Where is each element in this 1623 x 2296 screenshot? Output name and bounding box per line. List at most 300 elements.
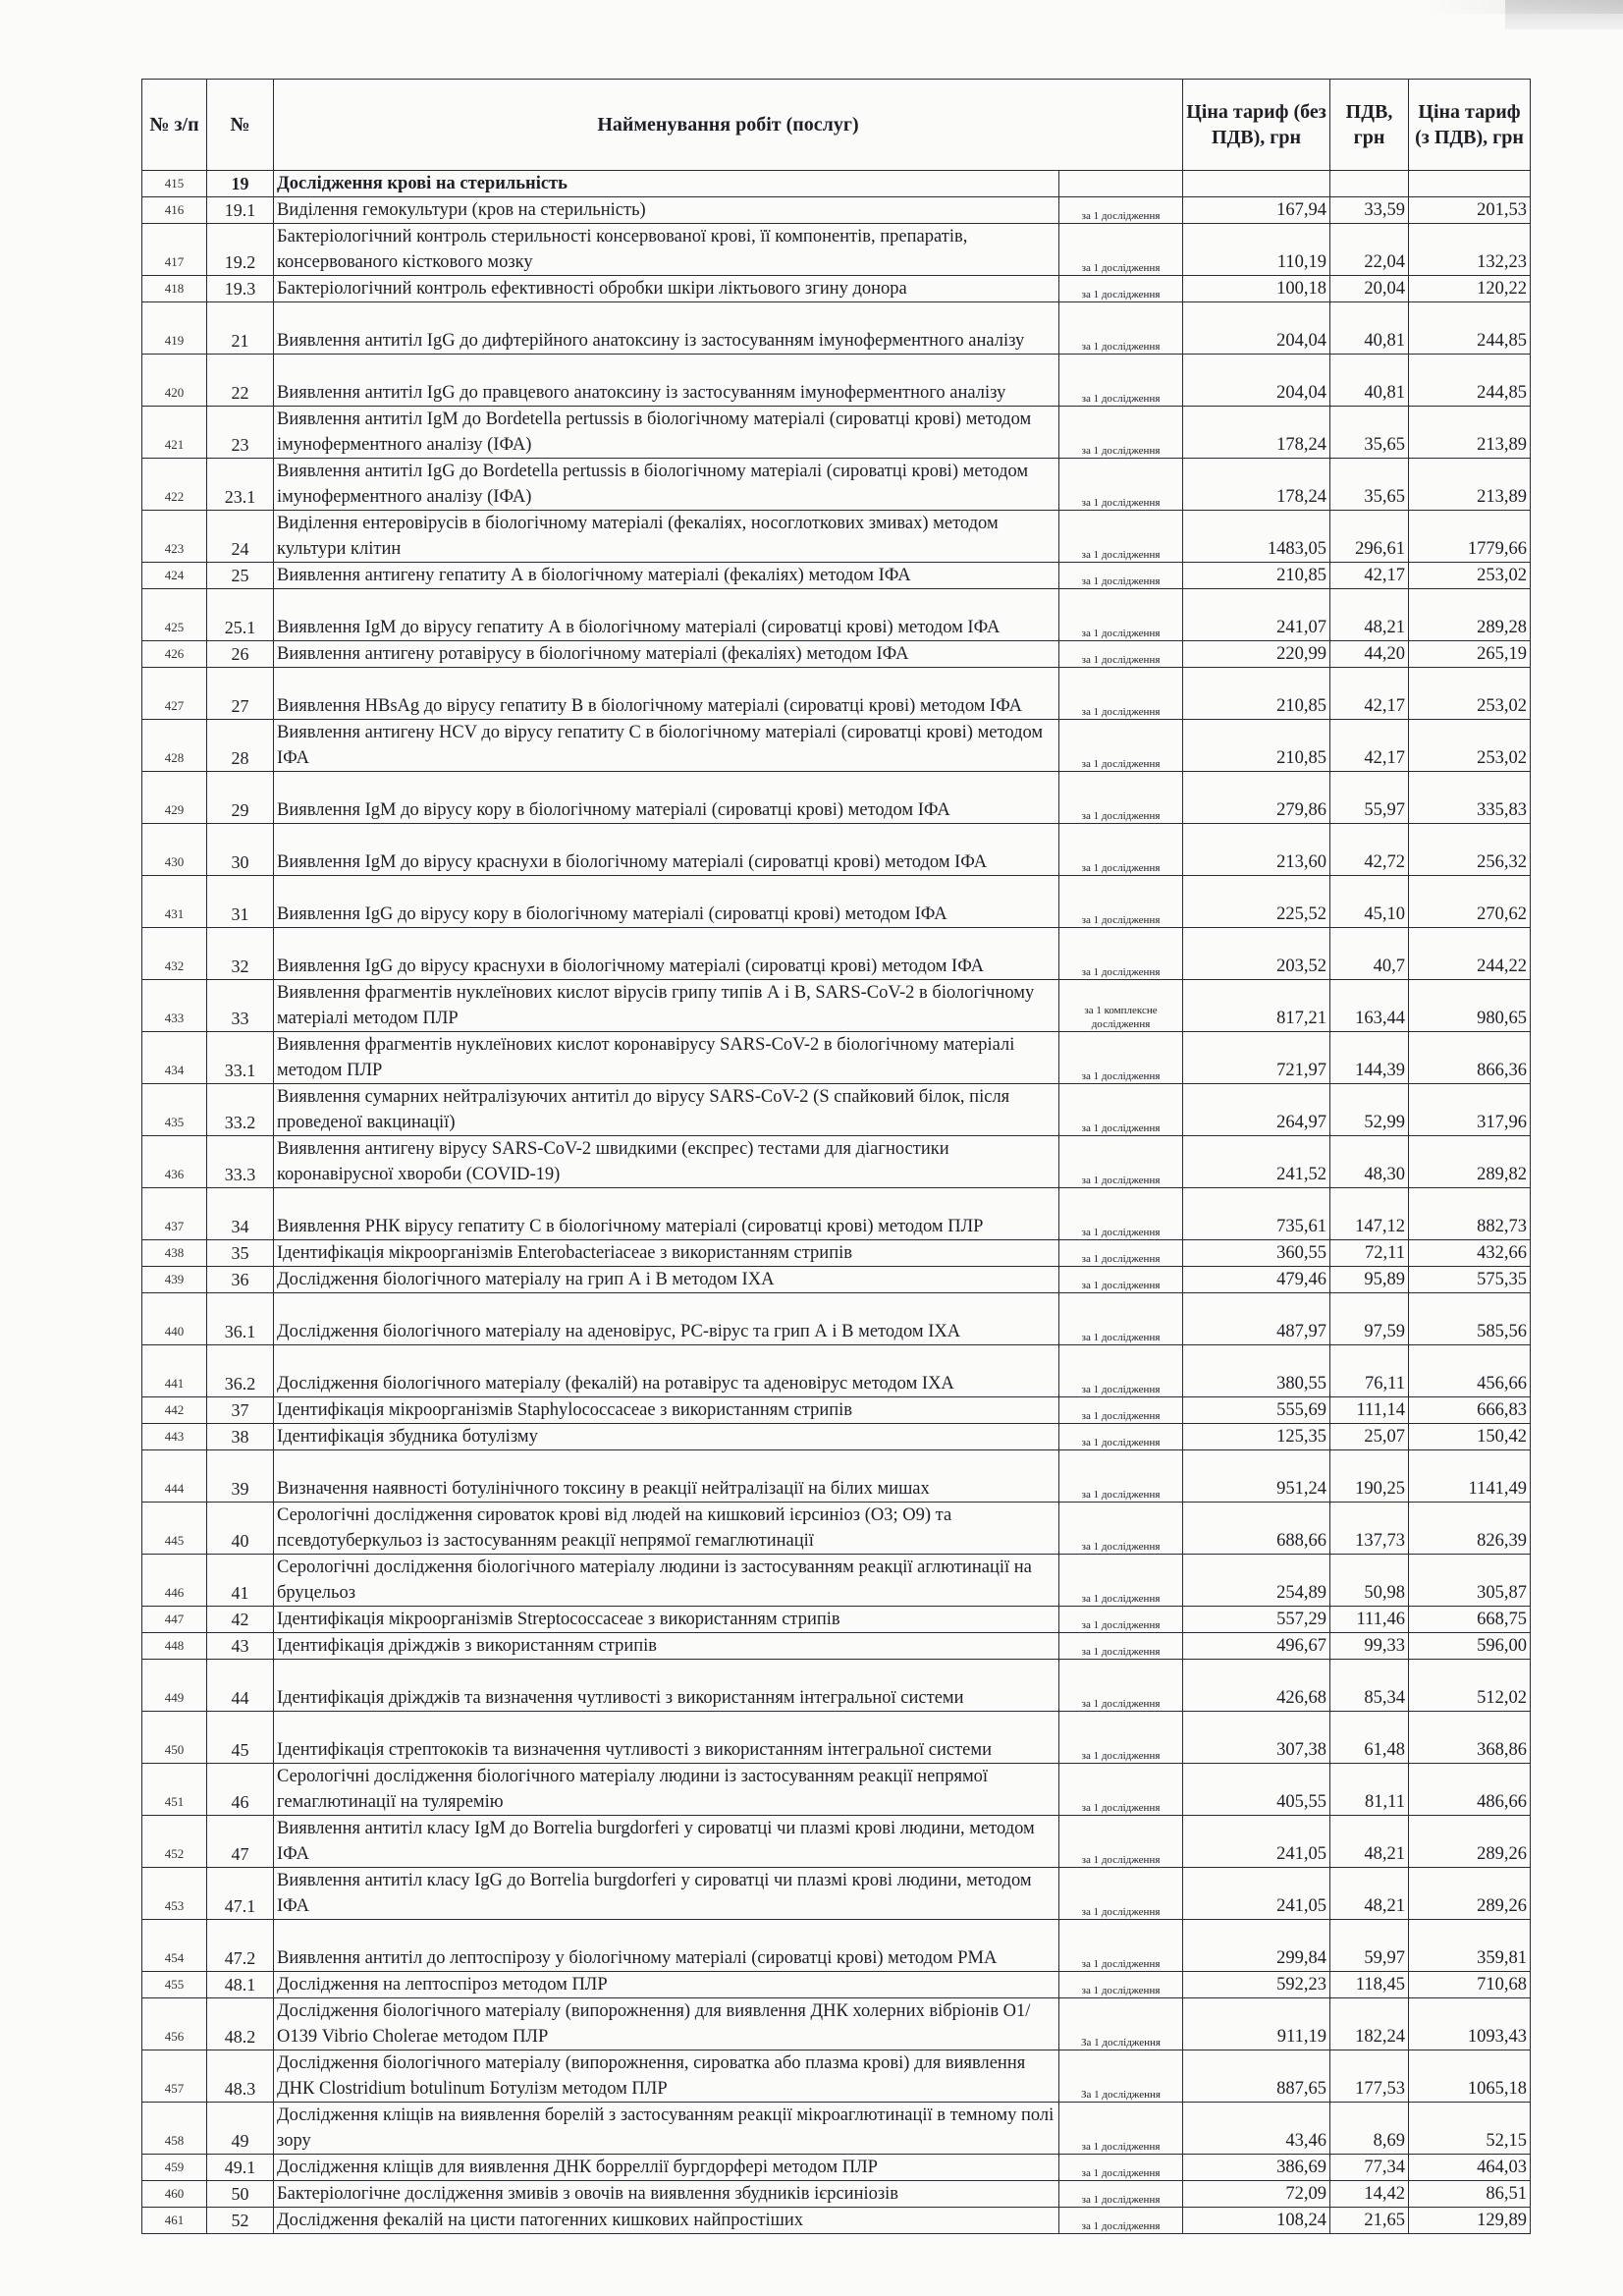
row-service-name: Виявлення IgM до вірусу гепатиту А в біологічному матеріалі (сироватці крові) методом ІФА	[274, 589, 1059, 641]
row-vat: 33,59	[1330, 197, 1409, 224]
row-service-name: Виділення ентеровірусів в біологічному матеріалі (фекаліях, носоглоткових змивах) методом культури клітин	[274, 511, 1059, 563]
row-price-with-vat: 256,32	[1409, 824, 1531, 876]
table-row	[142, 2050, 1531, 2103]
table-row	[142, 641, 1531, 668]
row-price-without-vat: 487,97	[1183, 1293, 1330, 1345]
table-row	[142, 171, 1531, 197]
row-unit: за 1 дослідження	[1059, 1972, 1183, 1998]
row-unit: За 1 дослідження	[1059, 1998, 1183, 2050]
table-row	[142, 224, 1531, 276]
row-service-name: Бактеріологічний контроль ефективності обробки шкіри ліктьового згину донора	[274, 276, 1059, 302]
row-price-with-vat: 213,89	[1409, 459, 1531, 511]
row-price-without-vat: 167,94	[1183, 197, 1330, 224]
table-row	[142, 276, 1531, 302]
row-code: 19	[207, 171, 274, 197]
row-price-with-vat: 668,75	[1409, 1607, 1531, 1633]
row-service-name: Виявлення HBsAg до вірусу гепатиту В в біологічному матеріалі (сироватці крові) методом ІФА	[274, 668, 1059, 720]
table-row	[142, 1816, 1531, 1868]
row-service-name: Виявлення антитіл класу IgM до Borrelia burgdorferi у сироватці чи плазмі крові людини, методом ІФА	[274, 1816, 1059, 1868]
row-code: 35	[207, 1240, 274, 1267]
row-price-with-vat: 52,15	[1409, 2103, 1531, 2155]
row-price-without-vat: 241,52	[1183, 1136, 1330, 1188]
table-row	[142, 772, 1531, 824]
row-number: 422	[142, 459, 207, 511]
row-vat: 177,53	[1330, 2050, 1409, 2103]
row-number: 440	[142, 1293, 207, 1345]
row-vat: 163,44	[1330, 980, 1409, 1032]
row-number: 460	[142, 2181, 207, 2208]
row-price-with-vat: 666,83	[1409, 1397, 1531, 1424]
table-row	[142, 1450, 1531, 1503]
table-row	[142, 355, 1531, 407]
row-price-with-vat: 244,85	[1409, 302, 1531, 355]
table-row	[142, 824, 1531, 876]
table-row	[142, 2155, 1531, 2181]
table-row	[142, 1293, 1531, 1345]
row-unit: за 1 дослідження	[1059, 459, 1183, 511]
row-unit: за 1 дослідження	[1059, 1920, 1183, 1972]
row-price-without-vat	[1183, 171, 1330, 197]
row-vat: 182,24	[1330, 1998, 1409, 2050]
row-code: 44	[207, 1660, 274, 1712]
row-price-without-vat: 386,69	[1183, 2155, 1330, 2181]
row-unit: за 1 дослідження	[1059, 928, 1183, 980]
table-row	[142, 563, 1531, 589]
row-service-name: Виявлення РНК вірусу гепатиту С в біологічному матеріалі (сироватці крові) методом ПЛР	[274, 1188, 1059, 1240]
row-price-without-vat: 108,24	[1183, 2208, 1330, 2234]
table-row	[142, 1503, 1531, 1555]
row-price-with-vat: 317,96	[1409, 1084, 1531, 1136]
row-service-name: Дослідження біологічного матеріалу (випорожнення) для виявлення ДНК холерних вібріонів О1/О139 Vibrio Cholerae методом ПЛР	[274, 1998, 1059, 2050]
row-service-name: Виявлення антигену HCV до вірусу гепатиту С в біологічному матеріалі (сироватці крові) методом ІФА	[274, 720, 1059, 772]
row-unit: за 1 дослідження	[1059, 407, 1183, 459]
row-service-name: Виявлення антитіл IgG до дифтерійного анатоксину із застосуванням імуноферментного аналізу	[274, 302, 1059, 355]
row-number: 428	[142, 720, 207, 772]
row-price-with-vat: 464,03	[1409, 2155, 1531, 2181]
row-price-without-vat: 496,67	[1183, 1633, 1330, 1660]
row-price-without-vat: 360,55	[1183, 1240, 1330, 1267]
row-code: 37	[207, 1397, 274, 1424]
row-vat: 81,11	[1330, 1764, 1409, 1816]
row-number: 456	[142, 1998, 207, 2050]
row-code: 42	[207, 1607, 274, 1633]
row-code: 52	[207, 2208, 274, 2234]
row-price-with-vat: 335,83	[1409, 772, 1531, 824]
row-service-name: Дослідження біологічного матеріалу (випорожнення, сироватка або плазма крові) для виявлення ДНК Clostridium botulinum Ботулізм методом ПЛР	[274, 2050, 1059, 2103]
row-price-without-vat: 204,04	[1183, 355, 1330, 407]
row-code: 47.1	[207, 1868, 274, 1920]
row-unit: за 1 дослідження	[1059, 197, 1183, 224]
row-price-without-vat: 220,99	[1183, 641, 1330, 668]
row-vat: 48,21	[1330, 1868, 1409, 1920]
row-unit	[1059, 171, 1183, 197]
row-vat: 35,65	[1330, 407, 1409, 459]
table-row	[142, 407, 1531, 459]
row-code: 29	[207, 772, 274, 824]
table-row	[142, 302, 1531, 355]
row-price-without-vat: 72,09	[1183, 2181, 1330, 2208]
row-service-name: Виявлення антитіл IgG до Bordetella pertussis в біологічному матеріалі (сироватці крові) методом імуноферментного аналізу (ІФА)	[274, 459, 1059, 511]
row-code: 23	[207, 407, 274, 459]
row-number: 437	[142, 1188, 207, 1240]
row-unit: за 1 дослідження	[1059, 589, 1183, 641]
row-vat: 59,97	[1330, 1920, 1409, 1972]
row-price-with-vat: 710,68	[1409, 1972, 1531, 1998]
row-code: 19.2	[207, 224, 274, 276]
row-vat: 35,65	[1330, 459, 1409, 511]
row-unit: за 1 комплексне дослідження	[1059, 980, 1183, 1032]
row-price-without-vat: 204,04	[1183, 302, 1330, 355]
table-row	[142, 1345, 1531, 1397]
row-number: 454	[142, 1920, 207, 1972]
row-vat: 137,73	[1330, 1503, 1409, 1555]
row-code: 34	[207, 1188, 274, 1240]
row-vat: 48,21	[1330, 589, 1409, 641]
row-price-without-vat: 241,07	[1183, 589, 1330, 641]
row-code: 45	[207, 1712, 274, 1764]
row-service-name: Ідентифікація дріжджів та визначення чутливості з використанням інтегральної системи	[274, 1660, 1059, 1712]
row-price-with-vat: 882,73	[1409, 1188, 1531, 1240]
row-unit: за 1 дослідження	[1059, 641, 1183, 668]
row-price-without-vat: 241,05	[1183, 1816, 1330, 1868]
table-row	[142, 1607, 1531, 1633]
row-code: 26	[207, 641, 274, 668]
row-vat: 40,81	[1330, 302, 1409, 355]
row-service-name: Ідентифікація мікроорганізмів Staphylocoссaceae з використанням стрипів	[274, 1397, 1059, 1424]
row-price-without-vat: 911,19	[1183, 1998, 1330, 2050]
row-code: 36.1	[207, 1293, 274, 1345]
row-vat: 40,81	[1330, 355, 1409, 407]
table-row	[142, 1868, 1531, 1920]
row-code: 48.3	[207, 2050, 274, 2103]
row-price-without-vat: 279,86	[1183, 772, 1330, 824]
row-price-without-vat: 43,46	[1183, 2103, 1330, 2155]
table-row	[142, 1998, 1531, 2050]
row-service-name: Виявлення антигену вірусу SARS-CoV-2 швидкими (експрес) тестами для діагностики коронавірусної хвороби (COVID-19)	[274, 1136, 1059, 1188]
row-vat	[1330, 171, 1409, 197]
row-service-name: Серологічні дослідження біологічного матеріалу людини із застосуванням реакції аглютинації на бруцельоз	[274, 1555, 1059, 1607]
row-code: 41	[207, 1555, 274, 1607]
row-price-with-vat: 270,62	[1409, 876, 1531, 928]
row-price-without-vat: 1483,05	[1183, 511, 1330, 563]
row-price-without-vat: 307,38	[1183, 1712, 1330, 1764]
row-service-name: Дослідження на лептоспіроз методом ПЛР	[274, 1972, 1059, 1998]
row-vat: 55,97	[1330, 772, 1409, 824]
row-unit: за 1 дослідження	[1059, 772, 1183, 824]
row-price-with-vat: 575,35	[1409, 1267, 1531, 1293]
row-vat: 22,04	[1330, 224, 1409, 276]
row-price-without-vat: 241,05	[1183, 1868, 1330, 1920]
row-code: 49.1	[207, 2155, 274, 2181]
row-number: 430	[142, 824, 207, 876]
row-price-with-vat: 289,26	[1409, 1868, 1531, 1920]
row-price-with-vat: 244,22	[1409, 928, 1531, 980]
row-service-name: Серологічні дослідження сироваток крові від людей на кишковий ієрсиніоз (О3; О9) та псевдотуберкульоз із застосуванням реакції непрямої гемаглютинації	[274, 1503, 1059, 1555]
table-row	[142, 876, 1531, 928]
row-code: 33	[207, 980, 274, 1032]
row-code: 30	[207, 824, 274, 876]
row-number: 439	[142, 1267, 207, 1293]
row-number: 423	[142, 511, 207, 563]
table-row	[142, 1084, 1531, 1136]
row-vat: 77,34	[1330, 2155, 1409, 2181]
row-unit: за 1 дослідження	[1059, 1084, 1183, 1136]
row-unit: за 1 дослідження	[1059, 1267, 1183, 1293]
row-price-without-vat: 479,46	[1183, 1267, 1330, 1293]
row-price-with-vat: 359,81	[1409, 1920, 1531, 1972]
row-unit: за 1 дослідження	[1059, 563, 1183, 589]
row-code: 19.1	[207, 197, 274, 224]
row-number: 426	[142, 641, 207, 668]
row-service-name: Виявлення антигену ротавірусу в біологічному матеріалі (фекаліях) методом ІФА	[274, 641, 1059, 668]
row-price-without-vat: 210,85	[1183, 563, 1330, 589]
table-row	[142, 2103, 1531, 2155]
row-price-with-vat: 596,00	[1409, 1633, 1531, 1660]
row-service-name: Виявлення IgG до вірусу кору в біологічному матеріалі (сироватці крові) методом ІФА	[274, 876, 1059, 928]
header-row-number: № з/п	[142, 80, 207, 171]
row-service-name: Ідентифікація мікроорганізмів Streptococcaceae з використанням стрипів	[274, 1607, 1059, 1633]
row-vat: 42,17	[1330, 668, 1409, 720]
row-price-without-vat: 110,19	[1183, 224, 1330, 276]
row-unit: за 1 дослідження	[1059, 1660, 1183, 1712]
row-code: 23.1	[207, 459, 274, 511]
row-vat: 50,98	[1330, 1555, 1409, 1607]
row-service-name: Ідентифікація мікроорганізмів Enterobacteriaceae з використанням стрипів	[274, 1240, 1059, 1267]
row-price-with-vat	[1409, 171, 1531, 197]
row-number: 432	[142, 928, 207, 980]
row-service-name: Дослідження біологічного матеріалу (фекалій) на ротавірус та аденовірус методом ІХА	[274, 1345, 1059, 1397]
row-price-with-vat: 289,26	[1409, 1816, 1531, 1868]
row-price-with-vat: 866,36	[1409, 1032, 1531, 1084]
row-price-without-vat: 125,35	[1183, 1424, 1330, 1450]
row-vat: 99,33	[1330, 1633, 1409, 1660]
row-code: 33.1	[207, 1032, 274, 1084]
row-price-with-vat: 265,19	[1409, 641, 1531, 668]
row-unit: за 1 дослідження	[1059, 276, 1183, 302]
row-unit: за 1 дослідження	[1059, 1868, 1183, 1920]
row-vat: 20,04	[1330, 276, 1409, 302]
row-price-without-vat: 225,52	[1183, 876, 1330, 928]
table-row	[142, 1972, 1531, 1998]
header-code: №	[207, 80, 274, 171]
row-code: 24	[207, 511, 274, 563]
row-price-without-vat: 405,55	[1183, 1764, 1330, 1816]
row-price-with-vat: 213,89	[1409, 407, 1531, 459]
row-code: 31	[207, 876, 274, 928]
row-service-name: Дослідження біологічного матеріалу на грип А і В методом ІХА	[274, 1267, 1059, 1293]
row-number: 435	[142, 1084, 207, 1136]
row-unit: за 1 дослідження	[1059, 1764, 1183, 1816]
row-code: 48.1	[207, 1972, 274, 1998]
row-number: 419	[142, 302, 207, 355]
row-vat: 42,72	[1330, 824, 1409, 876]
row-number: 436	[142, 1136, 207, 1188]
row-unit: за 1 дослідження	[1059, 1503, 1183, 1555]
row-vat: 111,14	[1330, 1397, 1409, 1424]
row-number: 447	[142, 1607, 207, 1633]
table-row	[142, 1032, 1531, 1084]
row-vat: 190,25	[1330, 1450, 1409, 1503]
row-number: 441	[142, 1345, 207, 1397]
scan-edge-shadow	[1424, 0, 1623, 14]
row-price-without-vat: 557,29	[1183, 1607, 1330, 1633]
row-code: 43	[207, 1633, 274, 1660]
row-unit: за 1 дослідження	[1059, 1816, 1183, 1868]
row-service-name: Виявлення антитіл класу IgG до Borrelia burgdorferi у сироватці чи плазмі крові людини, методом ІФА	[274, 1868, 1059, 1920]
table-header-row	[142, 80, 1531, 171]
row-unit: за 1 дослідження	[1059, 1240, 1183, 1267]
row-code: 22	[207, 355, 274, 407]
row-service-name: Дослідження кліщів для виявлення ДНК борреллії бургдорфері методом ПЛР	[274, 2155, 1059, 2181]
row-service-name: Виявлення фрагментів нуклеїнових кислот коронавірусу SARS-CoV-2 в біологічному матеріалі методом ПЛР	[274, 1032, 1059, 1084]
table-row	[142, 1397, 1531, 1424]
table-row	[142, 459, 1531, 511]
row-code: 39	[207, 1450, 274, 1503]
table-row	[142, 589, 1531, 641]
row-service-name: Виявлення антигену гепатиту А в біологічному матеріалі (фекаліях) методом ІФА	[274, 563, 1059, 589]
row-vat: 296,61	[1330, 511, 1409, 563]
row-vat: 42,17	[1330, 563, 1409, 589]
row-unit: за 1 дослідження	[1059, 1450, 1183, 1503]
row-unit: за 1 дослідження	[1059, 876, 1183, 928]
row-vat: 14,42	[1330, 2181, 1409, 2208]
row-price-without-vat: 817,21	[1183, 980, 1330, 1032]
row-price-without-vat: 688,66	[1183, 1503, 1330, 1555]
table-row	[142, 668, 1531, 720]
row-service-name: Визначення наявності ботулінічного токсину в реакції нейтралізації на білих мишах	[274, 1450, 1059, 1503]
row-price-with-vat: 1141,49	[1409, 1450, 1531, 1503]
row-price-with-vat: 585,56	[1409, 1293, 1531, 1345]
row-code: 27	[207, 668, 274, 720]
row-service-name: Виділення гемокультури (кров на стерильність)	[274, 197, 1059, 224]
row-price-with-vat: 253,02	[1409, 668, 1531, 720]
row-price-without-vat: 721,97	[1183, 1032, 1330, 1084]
row-price-with-vat: 150,42	[1409, 1424, 1531, 1450]
row-number: 434	[142, 1032, 207, 1084]
table-row	[142, 1633, 1531, 1660]
row-vat: 21,65	[1330, 2208, 1409, 2234]
row-price-without-vat: 887,65	[1183, 2050, 1330, 2103]
row-vat: 40,7	[1330, 928, 1409, 980]
row-unit: за 1 дослідження	[1059, 1345, 1183, 1397]
row-price-with-vat: 305,87	[1409, 1555, 1531, 1607]
row-price-with-vat: 980,65	[1409, 980, 1531, 1032]
row-price-without-vat: 735,61	[1183, 1188, 1330, 1240]
row-number: 431	[142, 876, 207, 928]
row-vat: 8,69	[1330, 2103, 1409, 2155]
header-service-name: Найменування робіт (послуг)	[274, 80, 1183, 171]
row-number: 461	[142, 2208, 207, 2234]
table-row	[142, 1136, 1531, 1188]
table-row	[142, 1920, 1531, 1972]
row-service-name: Виявлення антитіл до лептоспірозу у біологічному матеріалі (сироватці крові) методом РМА	[274, 1920, 1059, 1972]
row-number: 445	[142, 1503, 207, 1555]
row-code: 47	[207, 1816, 274, 1868]
row-unit: за 1 дослідження	[1059, 720, 1183, 772]
row-code: 32	[207, 928, 274, 980]
table-row	[142, 1712, 1531, 1764]
row-code: 25.1	[207, 589, 274, 641]
row-unit: за 1 дослідження	[1059, 1397, 1183, 1424]
row-price-with-vat: 1065,18	[1409, 2050, 1531, 2103]
row-service-name: Виявлення фрагментів нуклеїнових кислот вірусів грипу типів А і В, SARS-CoV-2 в біологічному матеріалі методом ПЛР	[274, 980, 1059, 1032]
row-vat: 52,99	[1330, 1084, 1409, 1136]
row-vat: 118,45	[1330, 1972, 1409, 1998]
row-vat: 45,10	[1330, 876, 1409, 928]
row-vat: 25,07	[1330, 1424, 1409, 1450]
row-service-name: Виявлення сумарних нейтралізуючих антитіл до вірусу SARS-CoV-2 (S спайковий білок, після проведеної вакцинації)	[274, 1084, 1059, 1136]
row-price-without-vat: 951,24	[1183, 1450, 1330, 1503]
row-price-with-vat: 432,66	[1409, 1240, 1531, 1267]
header-price-without-vat: Ціна тариф (без ПДВ), грн	[1183, 80, 1330, 171]
row-price-without-vat: 210,85	[1183, 668, 1330, 720]
row-vat: 111,46	[1330, 1607, 1409, 1633]
row-service-name: Дослідження крові на стерильність	[274, 171, 1059, 197]
table-row	[142, 1188, 1531, 1240]
row-service-name: Бактеріологічне дослідження змивів з овочів на виявлення збудників ієрсиніозів	[274, 2181, 1059, 2208]
row-vat: 76,11	[1330, 1345, 1409, 1397]
row-number: 438	[142, 1240, 207, 1267]
header-price-with-vat: Ціна тариф (з ПДВ), грн	[1409, 80, 1531, 171]
row-price-without-vat: 254,89	[1183, 1555, 1330, 1607]
row-service-name: Виявлення антитіл IgG до правцевого анатоксину із застосуванням імуноферментного аналізу	[274, 355, 1059, 407]
row-price-with-vat: 253,02	[1409, 720, 1531, 772]
row-code: 40	[207, 1503, 274, 1555]
row-vat: 72,11	[1330, 1240, 1409, 1267]
row-code: 49	[207, 2103, 274, 2155]
table-row	[142, 980, 1531, 1032]
row-service-name: Виявлення IgM до вірусу краснухи в біологічному матеріалі (сироватці крові) методом ІФА	[274, 824, 1059, 876]
row-number: 448	[142, 1633, 207, 1660]
table-row	[142, 1424, 1531, 1450]
table-row	[142, 1240, 1531, 1267]
row-number: 417	[142, 224, 207, 276]
row-code: 50	[207, 2181, 274, 2208]
row-code: 46	[207, 1764, 274, 1816]
row-service-name: Дослідження кліщів на виявлення борелій з застосуванням реакції мікроаглютинації в темному полі зору	[274, 2103, 1059, 2155]
row-unit: за 1 дослідження	[1059, 2181, 1183, 2208]
row-code: 25	[207, 563, 274, 589]
row-number: 453	[142, 1868, 207, 1920]
row-service-name: Виявлення антитіл IgM до Bordetella pertussis в біологічному матеріалі (сироватці крові) методом імуноферментного аналізу (ІФА)	[274, 407, 1059, 459]
row-number: 449	[142, 1660, 207, 1712]
row-number: 427	[142, 668, 207, 720]
row-service-name: Серологічні дослідження біологічного матеріалу людини із застосуванням реакції непрямої гемаглютинації на туляремію	[274, 1764, 1059, 1816]
row-number: 442	[142, 1397, 207, 1424]
row-price-with-vat: 289,82	[1409, 1136, 1531, 1188]
row-vat: 48,30	[1330, 1136, 1409, 1188]
row-price-with-vat: 486,66	[1409, 1764, 1531, 1816]
row-unit: за 1 дослідження	[1059, 2208, 1183, 2234]
row-code: 28	[207, 720, 274, 772]
row-price-with-vat: 1779,66	[1409, 511, 1531, 563]
row-vat: 48,21	[1330, 1816, 1409, 1868]
row-number: 415	[142, 171, 207, 197]
row-code: 33.2	[207, 1084, 274, 1136]
row-number: 424	[142, 563, 207, 589]
row-number: 425	[142, 589, 207, 641]
row-price-with-vat: 129,89	[1409, 2208, 1531, 2234]
row-number: 457	[142, 2050, 207, 2103]
row-vat: 144,39	[1330, 1032, 1409, 1084]
header-vat: ПДВ, грн	[1330, 80, 1409, 171]
row-unit: за 1 дослідження	[1059, 1188, 1183, 1240]
row-price-without-vat: 380,55	[1183, 1345, 1330, 1397]
row-code: 36.2	[207, 1345, 274, 1397]
row-price-with-vat: 132,23	[1409, 224, 1531, 276]
row-code: 19.3	[207, 276, 274, 302]
row-service-name: Дослідження біологічного матеріалу на аденовірус, РС-вірус та грип А і В методом ІХА	[274, 1293, 1059, 1345]
